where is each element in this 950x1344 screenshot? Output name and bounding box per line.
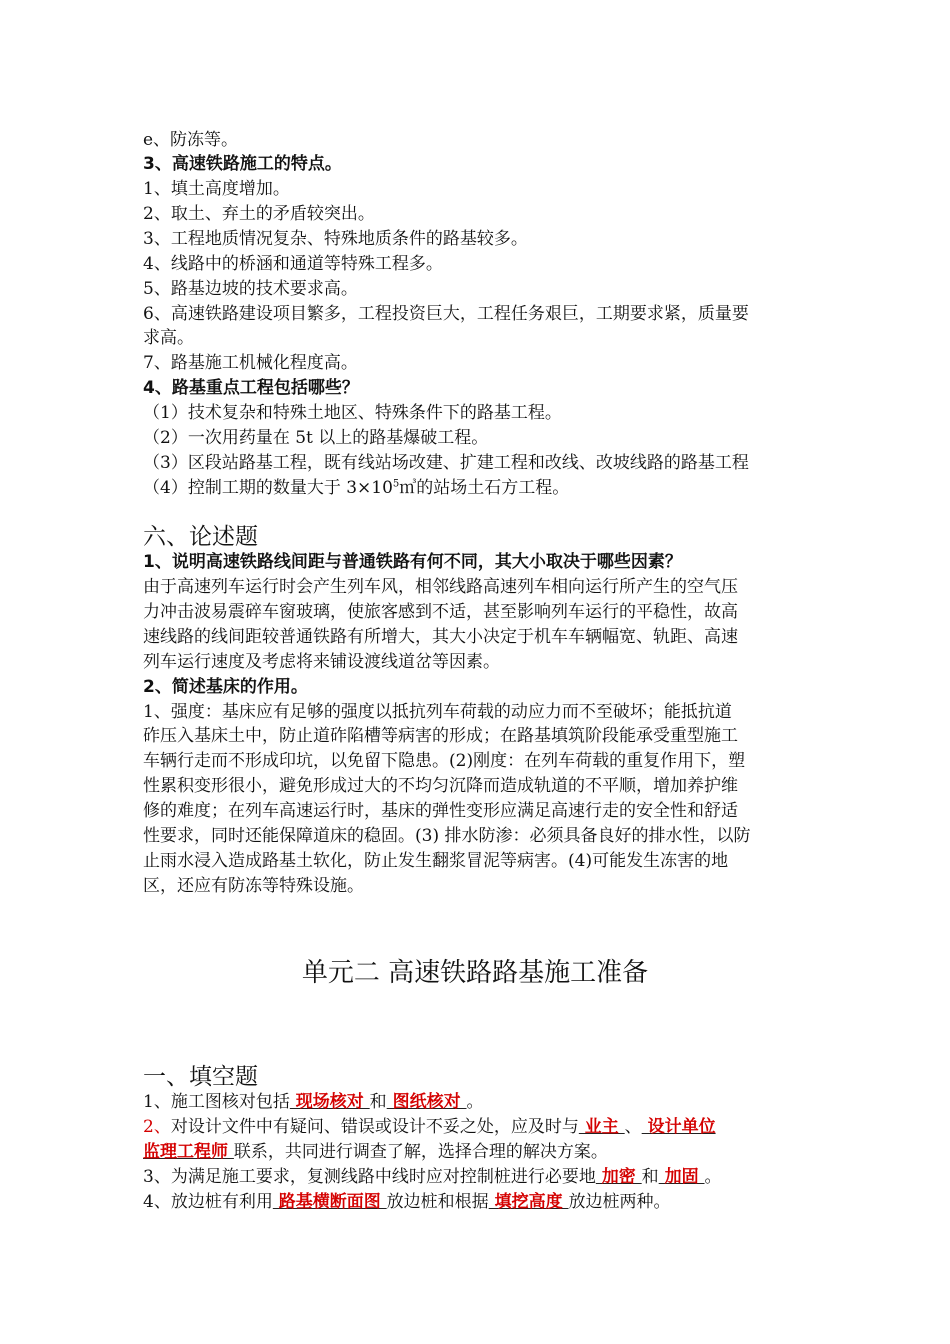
fill-question-2-cont: 监理工程师 联系，共同进行调查了解，选择合理的解决方案。 — [143, 1142, 608, 1162]
answer-blank: 业主 — [578, 1117, 625, 1137]
fill-section-title: 一、填空题 — [143, 1064, 258, 1090]
list-item: 2、取土、弃土的矛盾较突出。 — [143, 204, 375, 224]
answer-line: 1、强度：基床应有足够的强度以抵抗列车荷载的动应力而不至破坏；能抵抗道 — [143, 702, 732, 722]
fill-question-2: 2、对设计文件中有疑问、错误或设计不妥之处，应及时与 业主 、 设计单位 — [143, 1117, 716, 1137]
fill-question-1: 1、施工图核对包括 现场核对 和 图纸核对 。 — [143, 1092, 484, 1112]
section-heading: 3、高速铁路施工的特点。 — [143, 154, 342, 174]
answer-line: 砟压入基床土中，防止道砟陷槽等病害的形成；在路基填筑阶段能承受重型施工 — [143, 726, 738, 746]
question: 2、简述基床的作用。 — [143, 677, 308, 697]
answer-line: 性要求，同时还能保障道床的稳固。(3) 排水防渗：必须具备良好的排水性，以防 — [143, 826, 751, 846]
list-item: （1）技术复杂和特殊土地区、特殊条件下的路基工程。 — [143, 403, 562, 423]
list-item: 求高。 — [143, 328, 194, 348]
answer-blank: 监理工程师 — [143, 1142, 234, 1162]
list-item: 7、路基施工机械化程度高。 — [143, 353, 358, 373]
answer-line: 车辆行走而不形成印坑，以免留下隐患。(2)刚度：在列车荷载的重复作用下，塑 — [143, 751, 746, 771]
answer-line: 列车运行速度及考虑将来铺设渡线道岔等因素。 — [143, 652, 500, 672]
fill-question-3: 3、为满足施工要求，复测线路中线时应对控制桩进行必要地 加密 和 加固 。 — [143, 1167, 722, 1187]
answer-blank: 图纸核对 — [386, 1092, 467, 1112]
list-item: 5、路基边坡的技术要求高。 — [143, 279, 358, 299]
answer-line: 由于高速列车运行时会产生列车风，相邻线路高速列车相向运行所产生的空气压 — [143, 577, 738, 597]
answer-line: 性累积变形很小，避免形成过大的不均匀沉降而造成轨道的不平顺，增加养护维 — [143, 776, 738, 796]
answer-blank: 加固 — [658, 1167, 705, 1187]
section-heading: 4、路基重点工程包括哪些？ — [143, 378, 359, 398]
list-item: （2）一次用药量在 5t 以上的路基爆破工程。 — [143, 428, 489, 448]
list-item: 3、工程地质情况复杂、特殊地质条件的路基较多。 — [143, 229, 528, 249]
list-item: 4、线路中的桥涵和通道等特殊工程多。 — [143, 254, 443, 274]
essay-section-title: 六、论述题 — [143, 524, 258, 550]
answer-blank: 设计单位 — [641, 1117, 716, 1137]
list-item: 6、高速铁路建设项目繁多，工程投资巨大，工程任务艰巨，工期要求紧，质量要 — [143, 304, 749, 324]
answer-blank: 填挖高度 — [488, 1192, 569, 1212]
answer-line: 修的难度；在列车高速运行时，基床的弹性变形应满足高速行走的安全性和舒适 — [143, 801, 738, 821]
answer-line: 速线路的线间距较普通铁路有所增大，其大小决定于机车车辆幅宽、轨距、高速 — [143, 627, 738, 647]
text-line: e、防冻等。 — [143, 130, 239, 150]
list-item: 1、填土高度增加。 — [143, 179, 290, 199]
answer-line: 力冲击波易震碎车窗玻璃，使旅客感到不适，甚至影响列车运行的平稳性，故高 — [143, 602, 738, 622]
list-item: （4）控制工期的数量大于 $3\times 10^5㎥$的站场土石方工程。 — [143, 478, 570, 498]
answer-blank: 路基横断面图 — [272, 1192, 387, 1212]
answer-blank: 现场核对 — [289, 1092, 370, 1112]
question: 1、说明高速铁路线间距与普通铁路有何不同，其大小取决于哪些因素？ — [143, 552, 682, 572]
fill-question-4: 4、放边桩有利用 路基横断面图 放边桩和根据 填挖高度 放边桩两种。 — [143, 1192, 671, 1212]
list-item: （3）区段站路基工程，既有线站场改建、扩建工程和改线、改坡线路的路基工程 — [143, 453, 749, 473]
answer-line: 止雨水浸入造成路基土软化，防止发生翻浆冒泥等病害。(4)可能发生冻害的地 — [143, 851, 729, 871]
answer-line: 区，还应有防冻等特殊设施。 — [143, 876, 364, 896]
unit-title: 单元二 高速铁路路基施工准备 — [301, 958, 649, 988]
answer-blank: 加密 — [595, 1167, 642, 1187]
